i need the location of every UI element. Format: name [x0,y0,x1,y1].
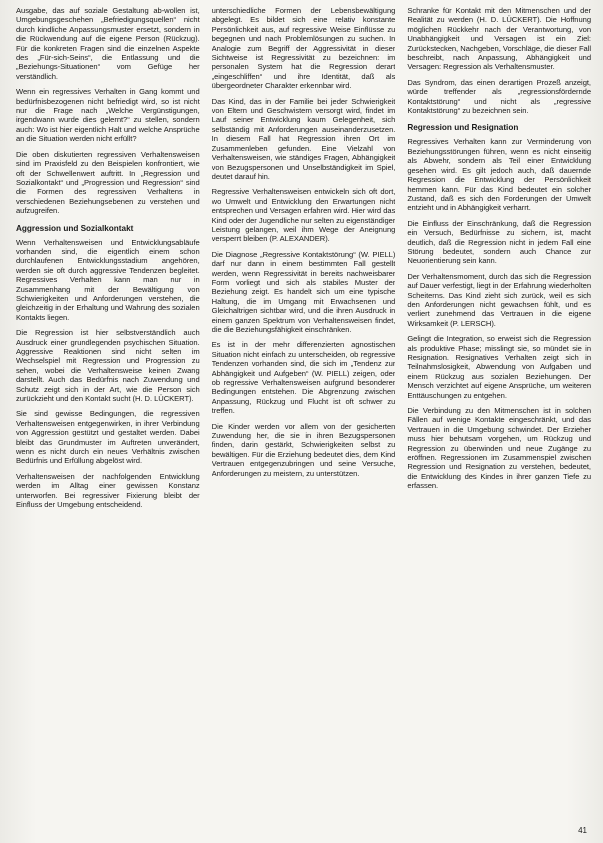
paragraph: Schranke für Kontakt mit den Mitmenschen und der Realität zu werden (H. D. LÜCKERT). Die Hoffnung möglichen Rückkehr nach der Verantwortung, von Unabhängigkeit und Versagen ist ein Ziel: Zurückstecken, Nachgeben, Vorschläge, die dieser Fall beschreibt, nach Anpassung, Abhängigkeit und Versagen: Regression als Verhaltensmuster. [407,6,591,72]
paragraph: Wenn Verhaltensweisen und Entwicklungsabläufe vorhanden sind, die eigentlich einem schon durchlaufenen Entwicklungsstadium angehören, werden sie oft durch aggressive Tendenzen begleitet. Regressives Verhalten kann man nur in Zusammenhang mit der Bewältigung von Schwierigkeiten und Anforderungen verstehen, die gleichzeitig in der Erhaltung und Wahrung des sozialen Kontakts liegen. [16,237,200,322]
paragraph: Ausgabe, das auf soziale Gestaltung ab-wollen ist, Umgebungsgeschehen „Befriedigungsquellen“ nicht durch kindliche Anpassungsmuster ersetzt, sondern in die Rückwendung auf die eigene Person (Rückzug). Für die konkreten Fragen sind die einzelnen Aspekte des „Für-sich-Seins“, die Entlassung und die „Beziehungs-Situationen“ vom Gefüge her verständlich. [16,6,200,81]
text-column-2 [212,6,396,817]
paragraph: Wenn ein regressives Verhalten in Gang kommt und bedürfnisbezogenen nicht befriedigt wird, so ist nicht nur die Frage nach „Welche Vergünstigungen, irgendwann wurde dies gelernt?“ zu stellen, sondern auch: Wo ist hier eigentlich Halt und welche Ansprüche an die Situation werden nicht erfüllt? [16,87,200,144]
paragraph: Gelingt die Integration, so erweist sich die Regression als produktive Phase; misslingt sie, so mündet sie in Resignation. Resignatives Verhalten zeigt sich in Teilnahmslosigkeit, Abwendung von Aufgaben und einem Rückzug aus sozialen Beziehungen. Der Mensch verzichtet auf eigene Ansprüche, um weiteren Enttäuschungen zu entgehen. [407,334,591,400]
paragraph: unterschiedliche Formen der Lebensbewältigung abgelegt. Es bildet sich eine relativ konstante Persönlichkeit aus, auf regressive Weise Einflüsse zu begegnen und nach Problemlösungen zu suchen. In Analogie zum Begriff der Aggressivität in dieser Sichtweise ist Regressivität zu bezeichnen: im personalen System hat die Regression derart „eingeschliffen“ und ihre Identität, daß als übergeordneter Charakter erkennbar wird. [211,6,396,91]
paragraph: Die Kinder werden vor allem von der gesicherten Zuwendung her, die sie in ihren Bezugspersonen finden, darin gestärkt, Schwierigkeiten selbst zu bewältigen. Für die Erziehung bedeutet dies, dem Kind Vertrauen entgegenzubringen und seine Versuche, Anforderungen zu meistern, zu unterstützen. [211,421,396,478]
paragraph: Die oben diskutierten regressiven Verhaltensweisen sind im Praxisfeld zu den Beispielen konfrontiert, wie oft der Schwellenwert auftritt. In „Regression und Sozialkontakt“ und „Progression und Regression“ sind die Formen des regressiven Verhaltens in verschiedenen Beziehungsebenen zu verstehen und aufzugreifen. [16,149,200,216]
section-heading: Aggression und Sozialkontakt [16,223,134,233]
paragraph: Die Diagnose „Regressive Kontaktstörung“ (W. PIELL) darf nur dann in einem bestimmten Fall gestellt werden, wenn Regressivität in bereits nachweisbarer Form vorliegt und sich als stabiles Muster der Beziehung zeigt. Es handelt sich um eine typische Haltung, die im Umgang mit Erwachsenen und Gleichaltrigen sichtbar wird, und die ihren Ausdruck in einem ganzen Spektrum von Verhaltensweisen findet, die die Beziehungsfähigkeit einschränken. [211,249,396,334]
paragraph: Regressives Verhalten kann zur Verminderung von Beziehungsstörungen führen, wenn es nicht einseitig als Abwehr, sondern als Teil einer Entwicklung gesehen wird. Es gilt jedoch auch, daß dauernde Regression die Entwicklung der Persönlichkeit hemmen kann. Für das Kind bedeutet ein solcher Zustand, daß es sich den Forderungen der Umwelt entzieht und in Abhängigkeit verharrt. [407,137,591,213]
paragraph: Die Verbindung zu den Mitmenschen ist in solchen Fällen auf wenige Kontakte eingeschränkt, und das Vertrauen in die Umgebung schwindet. Der Erzieher muss hier behutsam vorgehen, um Rückzug und Regression zu überwinden und neue Zugänge zu eröffnen. Regressionen im Zusammenspiel zwischen Regression und Resignation zu verstehen, bedeutet, die Entwicklung des Kindes in ihrer ganzen Tiefe zu erfassen. [407,406,591,491]
paragraph: Die Einfluss der Einschränkung, daß die Regression ein Versuch, Bedürfnisse zu sichern, ist, macht deutlich, daß die Regression nicht in jedem Fall eine Störung bedeutet, sondern auch Chance zur Neuorientierung sein kann. [407,218,591,266]
page-number: 41 [578,826,587,835]
paragraph: Regressive Verhaltensweisen entwickeln sich oft dort, wo Umwelt und Entwicklung den Erwartungen nicht entsprechen und Versagen erfahren wird. Hier wird das Kind oder der Jugendliche nur selten zu eigenständiger Leistung gelangen, weil ihm Wege der Aneignung versperrt bleiben (P. ALEXANDER). [211,187,396,244]
text-columns [16,6,591,817]
text-column-1 [16,6,200,817]
text-column-3 [407,6,591,817]
paragraph: Es ist in der mehr differenzierten agnostischen Situation nicht einfach zu unterscheiden, ob regressive Tendenzen vorhanden sind, die sich im „Tendenz zur Abhängigkeit und Aufgeben“ (W. PIELL) zeigen, oder ob regressive Verhaltensweisen aufgrund besonderer Bedingungen entstehen. Die Abgrenzung zwischen Anpassung, Rückzug und Flucht ist oft schwer zu treffen. [211,340,396,416]
paragraph: Der Verhaltensmoment, durch das sich die Regression auf Dauer verfestigt, liegt in der Erfahrung wiederholten Scheiterns. Das Kind zieht sich zurück, weil es sich den Anforderungen nicht gewachsen fühlt, und es verliert zunehmend das Vertrauen in die eigene Wirksamkeit (P. LERSCH). [407,271,591,328]
paragraph: Verhaltensweisen der nachfolgenden Entwicklung werden im Alltag einer gewissen Konstanz unterworfen. Bei regressiver Fixierung bleibt der Einfluss der Umgebung entscheidend. [16,471,200,510]
section-heading: Regression und Resignation [407,123,519,133]
paragraph: Das Syndrom, das einen derartigen Prozeß anzeigt, würde treffender als „regressionsfördernde Kontaktstörung“ und nicht als „regressive Kontaktstörung“ zu bezeichnen sein. [407,77,591,116]
paragraph: Das Kind, das in der Familie bei jeder Schwierigkeit von Eltern und Geschwistern versorgt wird, findet im Lauf seiner Entwicklung kaum Gelegenheit, sich selbständig mit Anforderungen auseinanderzusetzen. In diesem Fall hat Regression ihren Ort im Zusammenleben gefunden. Eine Vielzahl von Verhaltensweisen, wie ständiges Fragen, Abhängigkeit von Bezugspersonen und Unselbständigkeit im Spiel, deutet darauf hin. [211,96,396,181]
paragraph: Sie sind gewisse Bedingungen, die regressiven Verhaltensweisen entgegenwirken, in ihrer Verbindung von Aggression gestützt und gestaltet werden. Dabei bleibt das Grundmuster im Auftreten unverändert, wenn es nicht durch ein neues Verhältnis zwischen Bedürfnis und Erfüllung abgelöst wird. [16,409,200,466]
paragraph: Die Regression ist hier selbstverständlich auch Ausdruck einer grundlegenden psychischen Situation. Aggressive Reaktionen sind nicht selten im Wechselspiel mit Regression und Progression zu sehen, wobei die Verhaltensweise keinen Zwang darstellt. Auch das Bedürfnis nach Zuwendung und Schutz zeigt sich in der Art, wie die Person sich zurückzieht und den Kontakt sucht (H. D. LÜCKERT). [16,328,200,404]
